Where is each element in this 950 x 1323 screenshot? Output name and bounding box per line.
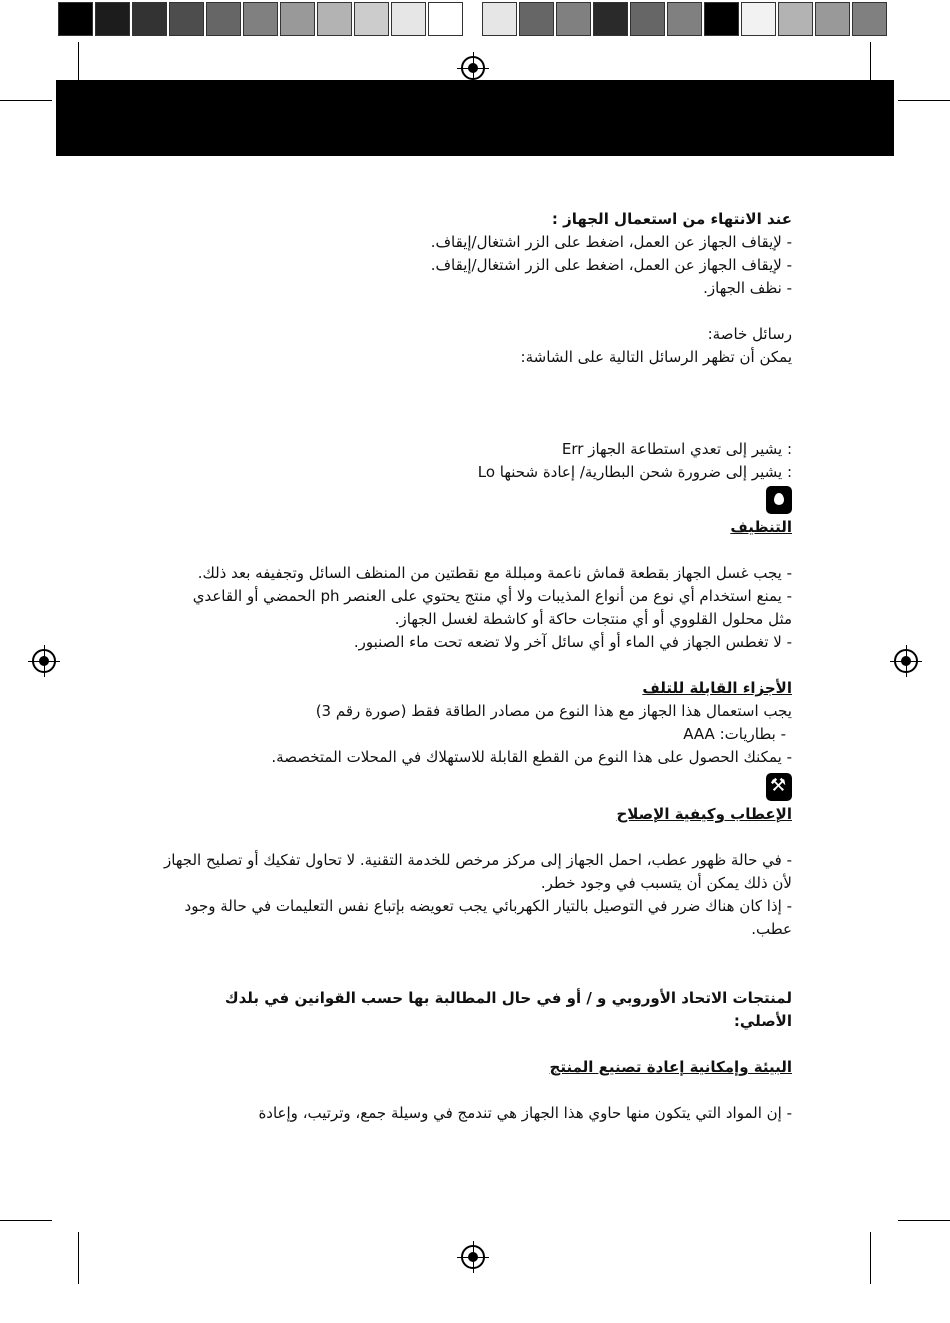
crop-mark: [78, 1232, 79, 1284]
message-lo: [162, 461, 792, 484]
end-use-item: - لإيقاف الجهاز عن العمل، اضغط على الزر اشتغال/إيقاف.: [430, 233, 792, 251]
batteries-label: - بطاريات:: [719, 725, 786, 743]
eu-heading: لمنتجات الاتحاد الأوروبي و / أو في حال المطالبة بها حسب القوانين في بلدك الأصلي:: [224, 989, 792, 1030]
color-calibration-bar-left: [58, 2, 465, 38]
message-err-text: : يشير إلى تعدي استطاعة الجهاز: [588, 440, 792, 458]
messages-title: رسائل خاصة:: [707, 325, 792, 343]
consumables-heading: الأجزاء القابلة للتلف: [642, 679, 792, 697]
registration-mark-top: [461, 56, 485, 80]
batteries-value: AAA: [683, 725, 715, 743]
repair-heading: الإعطاب وكيفية الإصلاح: [616, 805, 792, 823]
crop-mark: [870, 1232, 871, 1284]
cleaning-item: - لا تغطس الجهاز في الماء أو أي سائل آخر ولا تضعه تحت ماء الصنبور.: [353, 633, 792, 651]
water-drop-icon: [766, 486, 792, 514]
registration-mark-bottom: [461, 1245, 485, 1269]
message-lo-code: Lo: [477, 463, 496, 481]
message-lo-text: : يشير إلى ضرورة شحن البطارية/ إعادة شحنها: [499, 463, 792, 481]
repair-item: - في حالة ظهور عطب، احمل الجهاز إلى مركز مرخص للخدمة التقنية. لا تحاول تفكيك أو تصليح الجهاز لأن ذلك يمكن أن يتسبب في وجود خطر.: [164, 851, 792, 892]
header-band: [56, 80, 894, 156]
end-use-heading: عند الانتهاء من استعمال الجهاز :: [551, 210, 792, 228]
end-use-item: - نظف الجهاز.: [703, 279, 792, 297]
cleaning-item: - يمنع استخدام أي نوع من أنواع المذيبات ولا أي منتج يحتوي على العنصر ph الحمضي أو القاعدي مثل محلول القلووي أو أي منتجات حاكة أو كاشطة لغسل الجهاز.: [192, 587, 792, 628]
cleaning-item: - يجب غسل الجهاز بقطعة قماش ناعمة ومبللة مع نقطتين من المنظف السائل وتجفيفه بعد ذلك.: [197, 564, 792, 582]
message-err-code: Err: [561, 440, 584, 458]
end-use-item: - لإيقاف الجهاز عن العمل، اضغط على الزر اشتغال/إيقاف.: [430, 256, 792, 274]
consumables-batteries: [162, 723, 792, 746]
registration-mark-left: [32, 649, 56, 673]
consumables-line: يجب استعمال هذا الجهاز مع هذا النوع من مصادر الطاقة فقط (صورة رقم 3): [315, 702, 792, 720]
page-content: [162, 208, 792, 1125]
messages-intro: يمكن أن تظهر الرسائل التالية على الشاشة:: [520, 348, 792, 366]
wrench-icon: [766, 773, 792, 801]
crop-mark: [898, 100, 950, 101]
color-calibration-bar-right: [482, 2, 889, 38]
consumables-line: - يمكنك الحصول على هذا النوع من القطع القابلة للاستهلاك في المحلات المتخصصة.: [271, 748, 792, 766]
environment-item: - إن المواد التي يتكون منها حاوي هذا الجهاز هي تندمج في وسيلة جمع، وترتيب، وإعادة: [258, 1104, 792, 1122]
crop-mark: [0, 1220, 52, 1221]
registration-mark-right: [894, 649, 918, 673]
crop-mark: [0, 100, 52, 101]
repair-item: - إذا كان هناك ضرر في التوصيل بالتيار الكهربائي يجب تعويضه بإتباع نفس التعليمات في حالة وجود عطب.: [184, 897, 792, 938]
environment-heading: البيئة وإمكانية إعادة تصنيع المنتج: [549, 1058, 792, 1076]
message-err: [162, 438, 792, 461]
cleaning-heading: التنظيف: [730, 518, 792, 536]
crop-mark: [898, 1220, 950, 1221]
